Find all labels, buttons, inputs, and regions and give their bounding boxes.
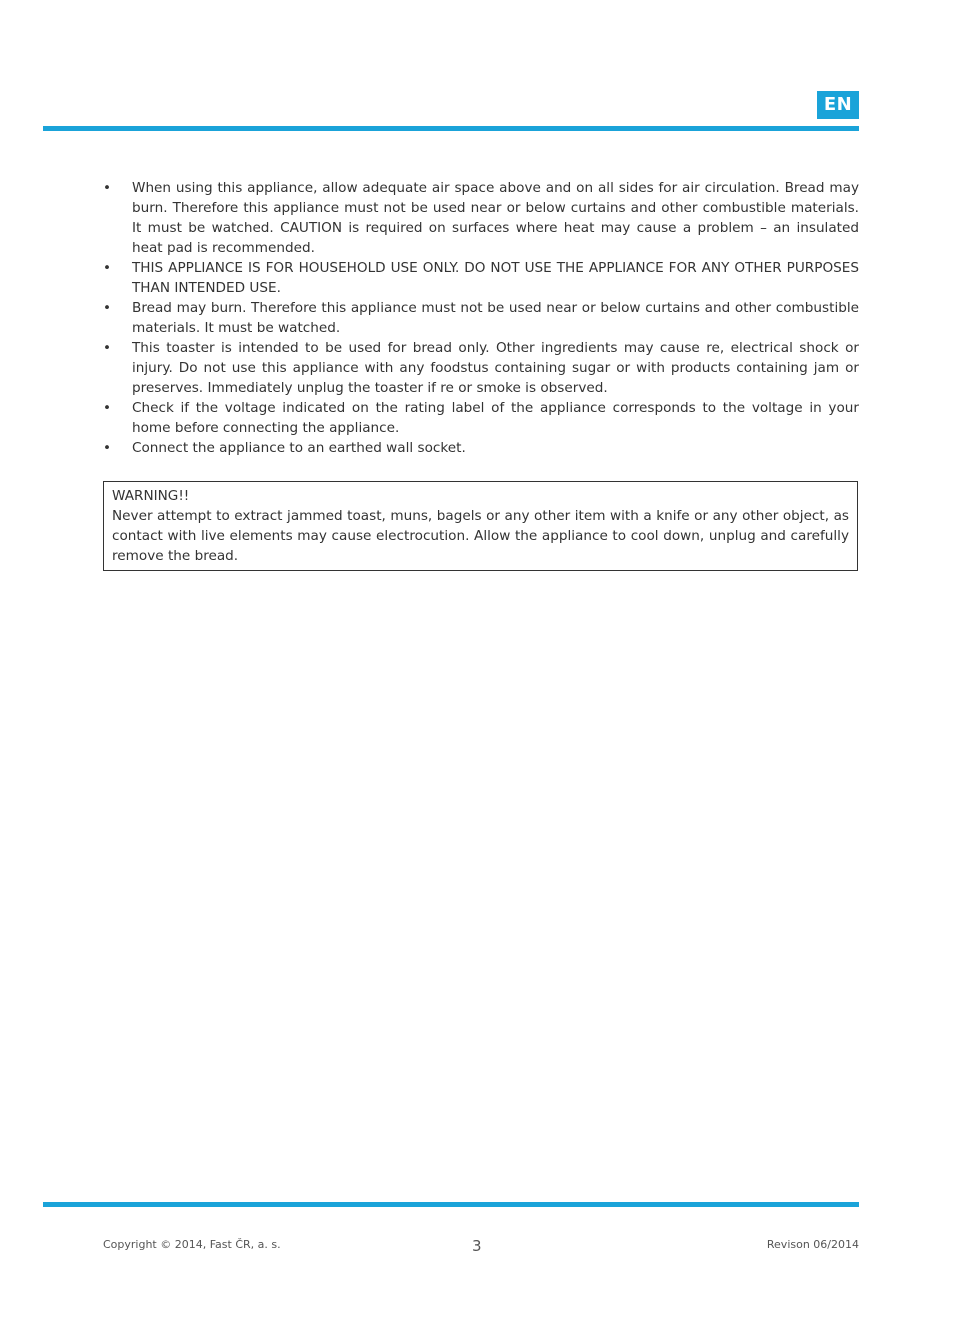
bullet-icon: • xyxy=(103,260,112,276)
list-item xyxy=(103,398,859,438)
bullet-icon: • xyxy=(103,300,112,316)
list-item-text: THIS APPLIANCE IS FOR HOUSEHOLD USE ONLY. DO NOT USE THE APPLIANCE FOR ANY OTHER PURPOSES THAN INTENDED USE. xyxy=(132,260,859,296)
bullet-icon: • xyxy=(103,400,112,416)
bullet-icon: • xyxy=(103,440,112,456)
list-item-text: Bread may burn. Therefore this appliance must not be used near or below curtains and other combustible materials. It must be watched. xyxy=(132,300,859,336)
list-item xyxy=(103,178,859,258)
safety-instructions xyxy=(103,178,859,458)
list-item xyxy=(103,438,859,458)
header-divider xyxy=(43,126,859,131)
list-item-text: When using this appliance, allow adequate air space above and on all sides for air circulation. Bread may burn. Therefore this appliance must not be used near or below curtains and other combustible materials. It must be watched. CAUTION is required on surfaces where heat may cause a problem – an insulated heat pad is recommended. xyxy=(132,180,859,256)
copyright: Copyright © 2014, Fast ČR, a. s. xyxy=(103,1238,281,1251)
warning-text: Never attempt to extract jammed toast, muns, bagels or any other item with a knife or any other object, as contact with live elements may cause electrocution. Allow the appliance to cool down, unplug and carefully remove the bread. xyxy=(112,508,849,564)
bullet-icon: • xyxy=(103,340,112,356)
warning-title: WARNING!! xyxy=(112,488,190,504)
list-item-text: This toaster is intended to be used for bread only. Other ingredients may cause re, electrical shock or injury. Do not use this appliance with any foodstus containing sugar or with products containing jam or preserves. Immediately unplug the toaster if re or smoke is observed. xyxy=(132,340,859,396)
page-number: 3 xyxy=(472,1237,482,1255)
list-item xyxy=(103,298,859,338)
revision: Revison 06/2014 xyxy=(766,1238,859,1251)
warning-box xyxy=(103,481,858,571)
list-item xyxy=(103,258,859,298)
language-badge: EN xyxy=(817,91,859,119)
list-item-text: Check if the voltage indicated on the rating label of the appliance corresponds to the voltage in your home before connecting the appliance. xyxy=(132,400,859,436)
bullet-icon: • xyxy=(103,180,112,196)
bullet-list xyxy=(103,178,859,458)
list-item xyxy=(103,338,859,398)
footer-divider xyxy=(43,1202,859,1207)
list-item-text: Connect the appliance to an earthed wall socket. xyxy=(132,440,466,456)
